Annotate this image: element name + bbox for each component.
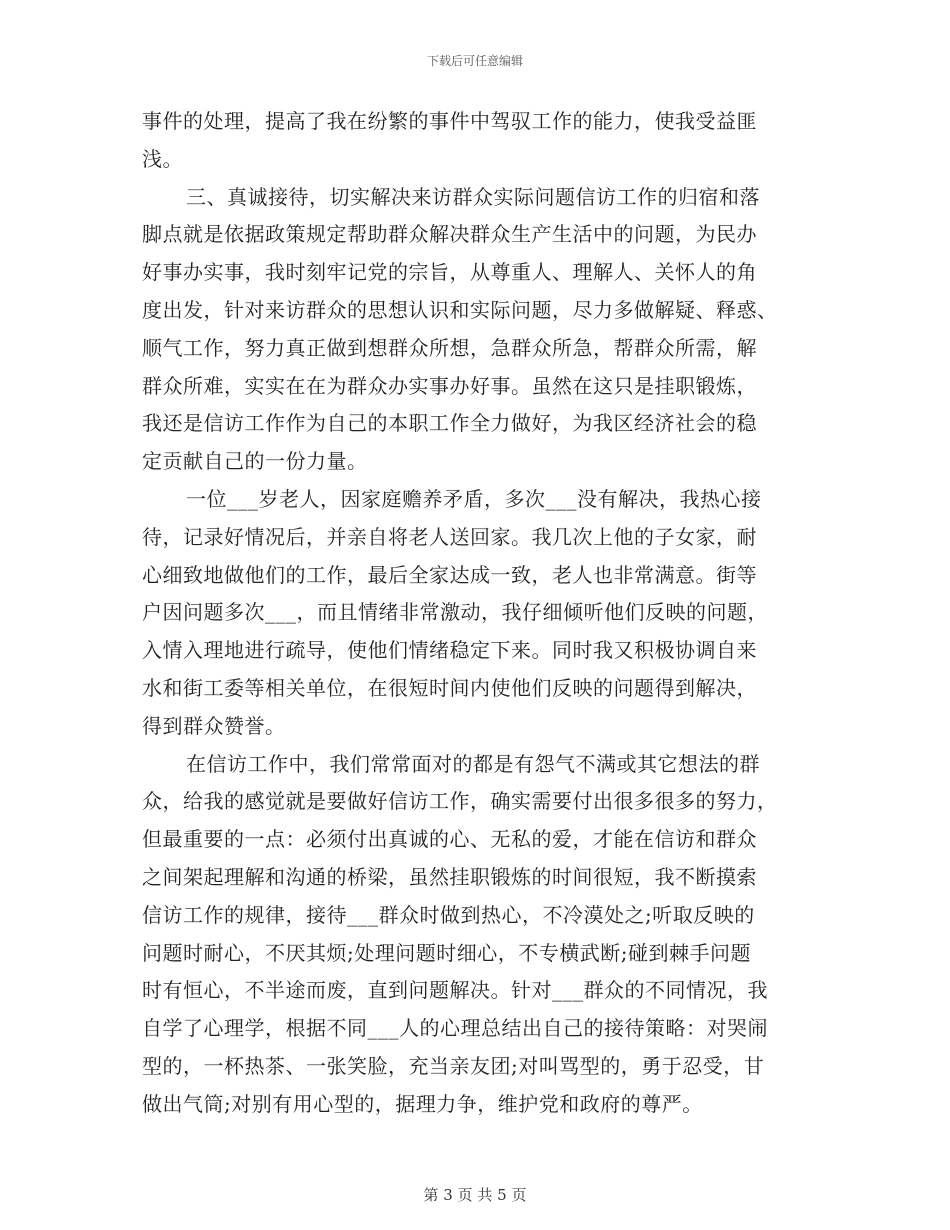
- text-line: 但最重要的一点：必须付出真诚的心、无私的爱，才能在信访和群众: [142, 827, 757, 852]
- text-line: 户因问题多次___，而且情绪非常激动，我仔细倾听他们反映的问题，: [142, 600, 768, 625]
- text-line: 浅。: [142, 146, 183, 171]
- text-line: 水和街工委等相关单位，在很短时间内使他们反映的问题得到解决，: [142, 675, 757, 700]
- text-line: 顺气工作，努力真正做到想群众所想，急群众所急，帮群众所需，解: [142, 335, 757, 360]
- text-line: 脚点就是依据政策规定帮助群众解决群众生产生活中的问题，为民办: [142, 222, 757, 247]
- text-line: 做出气筒;对别有用心型的，据理力争，维护党和政府的尊严。: [142, 1091, 703, 1116]
- text-line: 自学了心理学，根据不同___人的心理总结出自己的接待策略：对哭闹: [142, 1016, 768, 1041]
- page-number-footer: 第 3 页 共 5 页: [423, 1186, 527, 1204]
- text-line: 我还是信访工作作为自己的本职工作全力做好，为我区经济社会的稳: [142, 411, 757, 436]
- text-line: 众，给我的感觉就是要做好信访工作，确实需要付出很多很多的努力，: [142, 789, 778, 814]
- text-line: 好事办实事，我时刻牢记党的宗旨，从尊重人、理解人、关怀人的角: [142, 260, 757, 285]
- text-line: 入情入理地进行疏导，使他们情绪稳定下来。同时我又积极协调自来: [142, 638, 757, 663]
- text-line: 型的，一杯热茶、一张笑脸，充当亲友团;对叫骂型的，勇于忍受，甘: [142, 1053, 765, 1078]
- paragraph-start-line: 三、真诚接待，切实解决来访群众实际问题信访工作的归宿和落: [186, 184, 760, 209]
- text-line: 事件的处理，提高了我在纷繁的事件中驾驭工作的能力，使我受益匪: [142, 109, 757, 133]
- paragraph-start-line: 在信访工作中，我们常常面对的都是有怨气不满或其它想法的群: [186, 751, 760, 776]
- text-line: 待，记录好情况后，并亲自将老人送回家。我几次上他的子女家，耐: [142, 524, 757, 549]
- text-line: 定贡献自己的一份力量。: [142, 449, 368, 474]
- text-line: 问题时耐心，不厌其烦;处理问题时细心，不专横武断;碰到棘手问题: [142, 940, 751, 965]
- text-line: 心细致地做他们的工作，最后全家达成一致，老人也非常满意。街等: [142, 562, 757, 587]
- text-line: 时有恒心，不半途而废，直到问题解决。针对___群众的不同情况，我: [142, 978, 768, 1003]
- text-line: 度出发，针对来访群众的思想认识和实际问题，尽力多做解疑、释惑、: [142, 297, 778, 322]
- document-body: [142, 103, 798, 1124]
- text-line: 群众所难，实实在在为群众办实事办好事。虽然在这只是挂职锻炼，: [142, 373, 757, 398]
- paragraph-start-line: 一位___岁老人，因家庭赡养矛盾，多次___没有解决，我热心接: [186, 486, 762, 511]
- text-line: 之间架起理解和沟通的桥梁，虽然挂职锻炼的时间很短，我不断摸索: [142, 864, 757, 889]
- page-header: 下载后可任意编辑: [426, 54, 523, 68]
- text-line: 信访工作的规律，接待___群众时做到热心，不冷漠处之;听取反映的: [142, 902, 755, 927]
- text-line: 得到群众赞誉。: [142, 713, 286, 738]
